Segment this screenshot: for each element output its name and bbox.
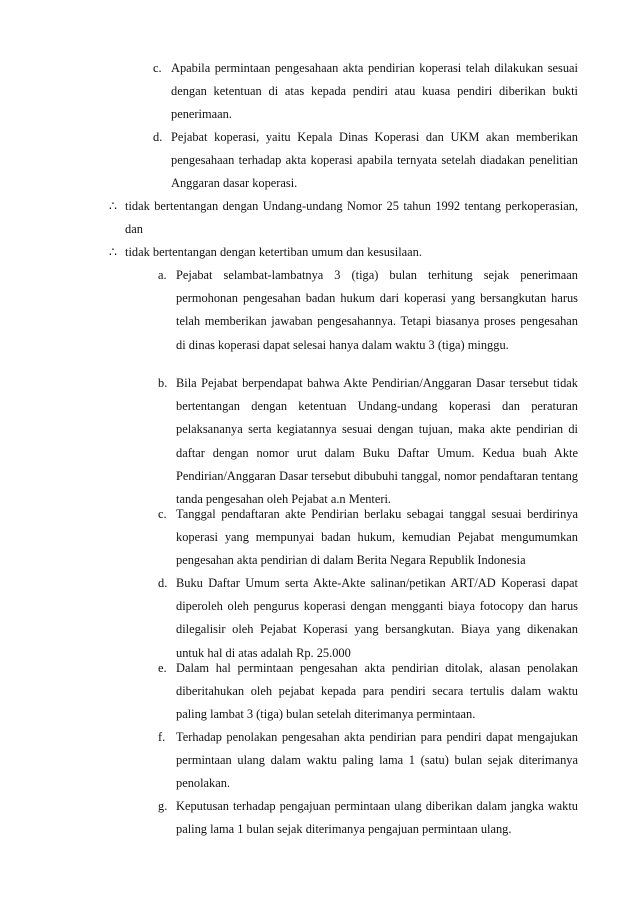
list-item-text: Dalam hal permintaan pengesahan akta pendirian ditolak, alasan penolakan diberitahukan oleh pejabat kepada para pendiri secara tertulis dalam waktu paling lambat 3 (tiga) bulan setelah diterimanya permintaan.: [176, 661, 578, 722]
bullet-text: tidak bertentangan dengan Undang-undang Nomor 25 tahun 1992 tentang perkoperasian, dan: [125, 199, 578, 237]
sub-list-item-g: [158, 795, 578, 841]
list-item-d: [153, 126, 578, 196]
list-marker: g.: [158, 799, 168, 813]
sub-list-item-d: [158, 572, 578, 665]
list-marker: f.: [158, 730, 166, 744]
list-marker: e.: [158, 661, 167, 675]
list-marker: c.: [158, 507, 167, 521]
bullet-item: [109, 195, 578, 241]
list-item-text: Keputusan terhadap pengajuan permintaan ulang diberikan dalam jangka waktu paling lama 1 bulan sejak diterimanya pengajuan permintaan ulang.: [176, 799, 578, 837]
list-marker: b.: [158, 376, 168, 390]
sub-list-item-e: [158, 657, 578, 727]
list-item-text: Bila Pejabat berpendapat bahwa Akte Pendirian/Anggaran Dasar tersebut tidak bertentangan dengan ketentuan Undang-undang koperasi dan peraturan pelaksananya serta kegiatannya sesuai dengan tujuan, maka akte pendirian di daftar dengan nomor urut dalam Buku Daftar Umum. Kedua buah Akte Pendirian/Anggaran Dasar tersebut dibubuhi tanggal, nomor pendaftaran tentang tanda pengesahan oleh Pejabat a.n Menteri.: [176, 376, 578, 507]
list-marker: a.: [158, 268, 167, 282]
list-item-c: [153, 57, 578, 127]
list-marker: d.: [153, 130, 163, 144]
list-marker: c.: [153, 61, 162, 75]
therefore-icon: ∴: [109, 199, 117, 213]
list-item-text: Tanggal pendaftaran akte Pendirian berlaku sebagai tanggal sesuai berdirinya koperasi yang mempunyai badan hukum, kemudian Pejabat mengumumkan pengesahan akta pendirian di dalam Berita Negara Republik Indonesia: [176, 507, 578, 568]
list-item-text: Terhadap penolakan pengesahan akta pendirian para pendiri dapat mengajukan permintaan ulang dalam waktu paling lama 1 (satu) bulan sejak diterimanya penolakan.: [176, 730, 578, 791]
bullet-text: tidak bertentangan dengan ketertiban umum dan kesusilaan.: [125, 245, 422, 259]
sub-list-item-b: [158, 372, 578, 511]
therefore-icon: ∴: [109, 245, 117, 259]
list-item-text: Pejabat koperasi, yaitu Kepala Dinas Koperasi dan UKM akan memberikan pengesahaan terhadap akta koperasi apabila ternyata setelah diadakan penelitian Anggaran dasar koperasi.: [171, 130, 578, 191]
sub-list-item-a: [158, 264, 578, 357]
list-marker: d.: [158, 576, 168, 590]
list-item-text: Apabila permintaan pengesahaan akta pendirian koperasi telah dilakukan sesuai dengan ketentuan di atas kepada pendiri atau kuasa pendiri diberikan bukti penerimaan.: [171, 61, 578, 122]
list-item-text: Buku Daftar Umum serta Akte-Akte salinan/petikan ART/AD Koperasi dapat diperoleh oleh pengurus koperasi dengan mengganti biaya fotocopy dan harus dilegalisir oleh Pejabat Koperasi yang bersangkutan. Biaya yang dikenakan untuk hal di atas adalah Rp. 25.000: [176, 576, 578, 660]
bullet-item: [109, 241, 578, 264]
sub-list-item-c: [158, 503, 578, 573]
sub-list-item-f: [158, 726, 578, 796]
list-item-text: Pejabat selambat-lambatnya 3 (tiga) bulan terhitung sejak penerimaan permohonan pengesahan badan hukum dari koperasi yang bersangkutan harus telah memberikan jawaban pengesahannya. Tetapi biasanya proses pengesahan di dinas koperasi dapat selesai hanya dalam waktu 3 (tiga) minggu.: [176, 268, 578, 352]
